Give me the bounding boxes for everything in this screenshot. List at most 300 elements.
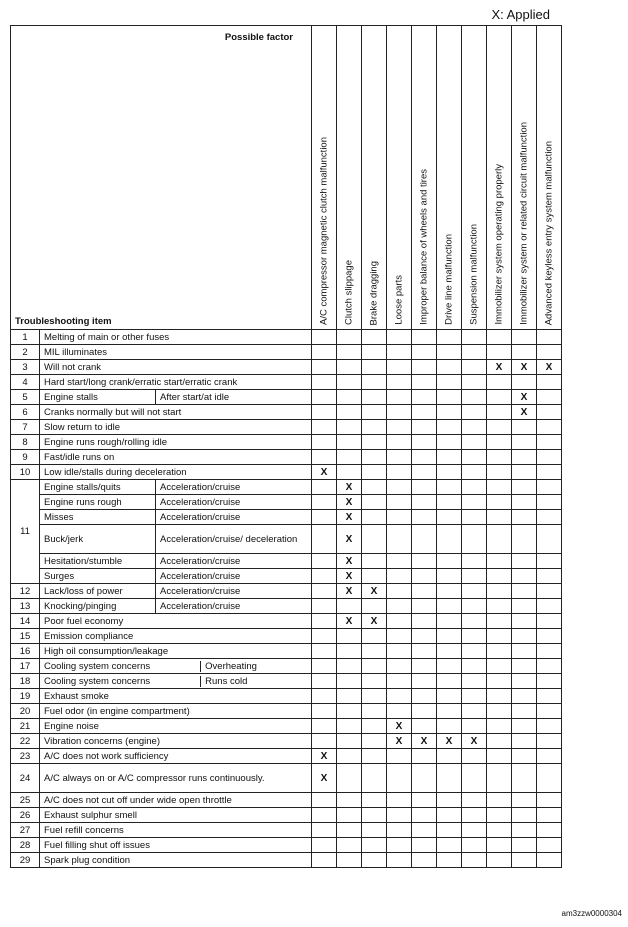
factor-cell bbox=[437, 749, 462, 764]
applied-mark: X bbox=[312, 465, 337, 480]
factor-header-7 bbox=[462, 26, 487, 330]
factor-cell bbox=[337, 659, 362, 674]
factor-cell bbox=[387, 495, 412, 510]
factor-cell bbox=[512, 808, 537, 823]
factor-cell bbox=[437, 808, 462, 823]
factor-cell bbox=[362, 495, 387, 510]
row-number: 21 bbox=[11, 719, 40, 734]
factor-cell bbox=[387, 659, 412, 674]
factor-cell bbox=[362, 360, 387, 375]
table-row bbox=[11, 495, 562, 510]
table-row bbox=[11, 450, 562, 465]
factor-cell bbox=[512, 689, 537, 704]
factor-cell bbox=[337, 674, 362, 689]
table-row bbox=[11, 734, 562, 749]
item-label: Engine stalls/quits bbox=[40, 480, 156, 495]
factor-cell bbox=[387, 838, 412, 853]
factor-cell bbox=[387, 569, 412, 584]
factor-cell bbox=[512, 719, 537, 734]
factor-cell bbox=[362, 510, 387, 525]
factor-cell bbox=[512, 495, 537, 510]
table-row bbox=[11, 853, 562, 868]
row-number: 15 bbox=[11, 629, 40, 644]
factor-cell bbox=[487, 405, 512, 420]
row-number: 4 bbox=[11, 375, 40, 390]
factor-cell bbox=[312, 405, 337, 420]
row-number: 5 bbox=[11, 390, 40, 405]
factor-cell bbox=[462, 390, 487, 405]
table-row bbox=[11, 569, 562, 584]
factor-cell bbox=[337, 405, 362, 420]
factor-cell bbox=[512, 525, 537, 554]
factor-cell bbox=[362, 719, 387, 734]
factor-cell bbox=[537, 480, 562, 495]
row-number: 13 bbox=[11, 599, 40, 614]
factor-cell bbox=[387, 823, 412, 838]
factor-cell bbox=[412, 584, 437, 599]
factor-cell bbox=[437, 629, 462, 644]
applied-mark: X bbox=[337, 510, 362, 525]
applied-mark: X bbox=[337, 495, 362, 510]
factor-cell bbox=[412, 674, 437, 689]
factor-cell bbox=[537, 510, 562, 525]
factor-cell bbox=[512, 569, 537, 584]
factor-cell bbox=[387, 510, 412, 525]
factor-cell bbox=[487, 345, 512, 360]
factor-cell bbox=[437, 405, 462, 420]
row-number: 28 bbox=[11, 838, 40, 853]
applied-mark: X bbox=[537, 360, 562, 375]
factor-cell bbox=[512, 749, 537, 764]
factor-cell bbox=[512, 375, 537, 390]
item-cell bbox=[40, 614, 312, 629]
factor-cell bbox=[312, 450, 337, 465]
factor-cell bbox=[537, 749, 562, 764]
factor-cell bbox=[487, 644, 512, 659]
item-label: Fuel odor (in engine compartment) bbox=[44, 705, 190, 717]
factor-cell bbox=[537, 450, 562, 465]
factor-cell bbox=[312, 704, 337, 719]
factor-header-5 bbox=[412, 26, 437, 330]
factor-cell bbox=[362, 465, 387, 480]
factor-cell bbox=[362, 674, 387, 689]
factor-cell bbox=[337, 629, 362, 644]
factor-cell bbox=[512, 330, 537, 345]
factor-cell bbox=[312, 599, 337, 614]
item-label: High oil consumption/leakage bbox=[44, 645, 169, 657]
factor-cell bbox=[312, 734, 337, 749]
factor-cell bbox=[437, 420, 462, 435]
factor-cell bbox=[337, 360, 362, 375]
factor-cell bbox=[487, 749, 512, 764]
factor-cell bbox=[437, 644, 462, 659]
item-cell bbox=[40, 838, 312, 853]
factor-label: Brake dragging bbox=[368, 260, 380, 325]
factor-label: Immobilizer system or related circuit malfunction bbox=[518, 122, 530, 325]
item-cell bbox=[40, 435, 312, 450]
applied-mark: X bbox=[512, 405, 537, 420]
factor-cell bbox=[437, 584, 462, 599]
condition-label: After start/at idle bbox=[156, 390, 312, 405]
factor-label: Drive line malfunction bbox=[443, 234, 455, 325]
factor-cell bbox=[537, 629, 562, 644]
table-row bbox=[11, 360, 562, 375]
table-row bbox=[11, 599, 562, 614]
item-cell bbox=[40, 644, 312, 659]
factor-cell bbox=[437, 330, 462, 345]
factor-cell bbox=[412, 853, 437, 868]
item-label: Poor fuel economy bbox=[44, 615, 124, 627]
item-label: Engine runs rough bbox=[40, 495, 156, 510]
factor-cell bbox=[437, 823, 462, 838]
factor-cell bbox=[487, 689, 512, 704]
factor-cell bbox=[412, 644, 437, 659]
condition-label: Acceleration/cruise bbox=[156, 495, 312, 510]
factor-cell bbox=[362, 838, 387, 853]
factor-cell bbox=[437, 674, 462, 689]
factor-cell bbox=[337, 808, 362, 823]
factor-cell bbox=[512, 584, 537, 599]
factor-cell bbox=[412, 629, 437, 644]
table-row bbox=[11, 764, 562, 793]
factor-cell bbox=[487, 465, 512, 480]
factor-cell bbox=[387, 599, 412, 614]
factor-cell bbox=[462, 659, 487, 674]
factor-cell bbox=[337, 689, 362, 704]
factor-cell bbox=[437, 719, 462, 734]
factor-cell bbox=[487, 719, 512, 734]
factor-cell bbox=[312, 360, 337, 375]
table-row bbox=[11, 435, 562, 450]
factor-cell bbox=[337, 749, 362, 764]
table-row bbox=[11, 510, 562, 525]
item-cell bbox=[40, 689, 312, 704]
factor-cell bbox=[312, 853, 337, 868]
factor-label: Clutch slippage bbox=[343, 260, 355, 325]
factor-header-6 bbox=[437, 26, 462, 330]
item-label: Engine stalls bbox=[40, 390, 156, 405]
factor-cell bbox=[462, 375, 487, 390]
factor-cell bbox=[387, 360, 412, 375]
factor-cell bbox=[312, 584, 337, 599]
factor-cell bbox=[537, 793, 562, 808]
factor-cell bbox=[312, 525, 337, 554]
factor-cell bbox=[337, 599, 362, 614]
factor-cell bbox=[312, 719, 337, 734]
factor-cell bbox=[337, 390, 362, 405]
factor-cell bbox=[387, 435, 412, 450]
factor-cell bbox=[362, 644, 387, 659]
item-cell bbox=[40, 465, 312, 480]
factor-cell bbox=[362, 330, 387, 345]
factor-cell bbox=[387, 480, 412, 495]
item-cell bbox=[40, 764, 312, 793]
table-row bbox=[11, 584, 562, 599]
item-cell bbox=[40, 704, 312, 719]
condition-label: Acceleration/cruise bbox=[156, 480, 312, 495]
item-cell bbox=[40, 345, 312, 360]
factor-cell bbox=[487, 569, 512, 584]
factor-cell bbox=[312, 629, 337, 644]
table-row bbox=[11, 838, 562, 853]
item-cell bbox=[40, 629, 312, 644]
factor-cell bbox=[412, 450, 437, 465]
factor-cell bbox=[537, 554, 562, 569]
item-label: Fuel filling shut off issues bbox=[44, 839, 150, 851]
item-label: Knocking/pinging bbox=[40, 599, 156, 614]
factor-cell bbox=[362, 823, 387, 838]
factor-cell bbox=[312, 808, 337, 823]
factor-cell bbox=[462, 674, 487, 689]
header-corner bbox=[11, 26, 312, 330]
factor-cell bbox=[437, 554, 462, 569]
factor-cell bbox=[512, 510, 537, 525]
factor-cell bbox=[412, 599, 437, 614]
factor-cell bbox=[437, 465, 462, 480]
factor-cell bbox=[537, 584, 562, 599]
factor-cell bbox=[337, 853, 362, 868]
factor-cell bbox=[537, 689, 562, 704]
table-row bbox=[11, 465, 562, 480]
factor-cell bbox=[337, 793, 362, 808]
factor-cell bbox=[362, 689, 387, 704]
applied-mark: X bbox=[337, 584, 362, 599]
table-row bbox=[11, 674, 562, 689]
factor-cell bbox=[387, 420, 412, 435]
factor-cell bbox=[362, 569, 387, 584]
factor-label: Improper balance of wheels and tires bbox=[418, 169, 430, 325]
factor-cell bbox=[387, 629, 412, 644]
row-number: 3 bbox=[11, 360, 40, 375]
factor-cell bbox=[362, 629, 387, 644]
factor-cell bbox=[312, 495, 337, 510]
row-number: 16 bbox=[11, 644, 40, 659]
troubleshooting-item-label: Troubleshooting item bbox=[15, 316, 112, 327]
factor-cell bbox=[512, 674, 537, 689]
factor-cell bbox=[487, 808, 512, 823]
factor-cell bbox=[312, 644, 337, 659]
item-cell bbox=[40, 853, 312, 868]
applied-mark: X bbox=[462, 734, 487, 749]
factor-label: Suspension malfunction bbox=[468, 224, 480, 325]
item-label: A/C always on or A/C compressor runs continuously. bbox=[44, 772, 265, 784]
factor-cell bbox=[312, 793, 337, 808]
factor-cell bbox=[387, 345, 412, 360]
item-label: Vibration concerns (engine) bbox=[44, 735, 161, 747]
factor-cell bbox=[312, 659, 337, 674]
applied-mark: X bbox=[337, 554, 362, 569]
factor-cell bbox=[362, 659, 387, 674]
factor-cell bbox=[512, 420, 537, 435]
table-row bbox=[11, 689, 562, 704]
table-row bbox=[11, 345, 562, 360]
factor-cell bbox=[512, 659, 537, 674]
factor-cell bbox=[462, 405, 487, 420]
item-label: Engine runs rough/rolling idle bbox=[44, 436, 168, 448]
header-row bbox=[11, 26, 562, 330]
factor-cell bbox=[512, 465, 537, 480]
factor-cell bbox=[462, 644, 487, 659]
factor-cell bbox=[487, 704, 512, 719]
factor-cell bbox=[537, 569, 562, 584]
factor-cell bbox=[537, 495, 562, 510]
row-number: 7 bbox=[11, 420, 40, 435]
item-label: Cooling system concerns bbox=[44, 675, 151, 687]
factor-cell bbox=[337, 345, 362, 360]
factor-cell bbox=[437, 450, 462, 465]
factor-cell bbox=[387, 674, 412, 689]
factor-cell bbox=[312, 345, 337, 360]
table-row bbox=[11, 405, 562, 420]
item-cell bbox=[40, 823, 312, 838]
factor-cell bbox=[312, 330, 337, 345]
row-number: 22 bbox=[11, 734, 40, 749]
factor-cell bbox=[437, 345, 462, 360]
row-number: 29 bbox=[11, 853, 40, 868]
row-number: 9 bbox=[11, 450, 40, 465]
factor-cell bbox=[412, 659, 437, 674]
factor-cell bbox=[312, 838, 337, 853]
factor-cell bbox=[412, 569, 437, 584]
row-number: 25 bbox=[11, 793, 40, 808]
factor-cell bbox=[487, 853, 512, 868]
possible-factor-label: Possible factor bbox=[224, 32, 293, 43]
factor-cell bbox=[362, 525, 387, 554]
factor-cell bbox=[412, 435, 437, 450]
factor-cell bbox=[512, 704, 537, 719]
factor-cell bbox=[487, 599, 512, 614]
row-number: 17 bbox=[11, 659, 40, 674]
factor-cell bbox=[437, 480, 462, 495]
factor-cell bbox=[412, 420, 437, 435]
factor-header-8 bbox=[487, 26, 512, 330]
factor-header-1 bbox=[312, 26, 337, 330]
applied-mark: X bbox=[337, 614, 362, 629]
item-label: Engine noise bbox=[44, 720, 99, 732]
factor-cell bbox=[462, 569, 487, 584]
factor-cell bbox=[487, 510, 512, 525]
factor-cell bbox=[362, 435, 387, 450]
factor-cell bbox=[437, 689, 462, 704]
factor-cell bbox=[337, 734, 362, 749]
factor-cell bbox=[537, 465, 562, 480]
factor-cell bbox=[312, 614, 337, 629]
applied-mark: X bbox=[337, 525, 362, 554]
item-label: A/C does not cut off under wide open throttle bbox=[44, 794, 232, 806]
factor-cell bbox=[512, 599, 537, 614]
factor-cell bbox=[387, 764, 412, 793]
factor-cell bbox=[537, 764, 562, 793]
factor-cell bbox=[387, 749, 412, 764]
factor-cell bbox=[337, 838, 362, 853]
factor-cell bbox=[462, 330, 487, 345]
table-row bbox=[11, 525, 562, 554]
table-row bbox=[11, 390, 562, 405]
factor-cell bbox=[462, 420, 487, 435]
factor-cell bbox=[412, 375, 437, 390]
applied-mark: X bbox=[337, 569, 362, 584]
condition-label: Acceleration/cruise/ deceleration bbox=[156, 525, 312, 554]
row-number: 20 bbox=[11, 704, 40, 719]
applied-mark: X bbox=[312, 764, 337, 793]
factor-label: Immobilizer system operating properly bbox=[493, 164, 505, 325]
row-number: 1 bbox=[11, 330, 40, 345]
factor-cell bbox=[512, 793, 537, 808]
factor-cell bbox=[387, 689, 412, 704]
factor-cell bbox=[512, 614, 537, 629]
factor-cell bbox=[337, 823, 362, 838]
factor-cell bbox=[462, 629, 487, 644]
factor-cell bbox=[487, 390, 512, 405]
table-row bbox=[11, 808, 562, 823]
factor-cell bbox=[537, 390, 562, 405]
item-label: Surges bbox=[40, 569, 156, 584]
factor-cell bbox=[312, 390, 337, 405]
item-label: Cooling system concerns bbox=[44, 660, 151, 672]
row-number: 12 bbox=[11, 584, 40, 599]
factor-label: A/C compressor magnetic clutch malfunction bbox=[318, 137, 330, 325]
factor-cell bbox=[337, 644, 362, 659]
factor-cell bbox=[437, 510, 462, 525]
table-row bbox=[11, 330, 562, 345]
factor-cell bbox=[537, 345, 562, 360]
factor-cell bbox=[387, 853, 412, 868]
factor-cell bbox=[537, 659, 562, 674]
factor-cell bbox=[512, 853, 537, 868]
factor-cell bbox=[437, 390, 462, 405]
factor-label: Advanced keyless entry system malfunction bbox=[543, 140, 555, 325]
factor-cell bbox=[312, 420, 337, 435]
factor-cell bbox=[462, 614, 487, 629]
applied-mark: X bbox=[362, 614, 387, 629]
factor-cell bbox=[462, 450, 487, 465]
factor-cell bbox=[512, 480, 537, 495]
item-label: Spark plug condition bbox=[44, 854, 131, 866]
factor-cell bbox=[412, 390, 437, 405]
row-number: 19 bbox=[11, 689, 40, 704]
row-number: 18 bbox=[11, 674, 40, 689]
factor-cell bbox=[362, 480, 387, 495]
factor-cell bbox=[487, 495, 512, 510]
factor-cell bbox=[462, 480, 487, 495]
factor-cell bbox=[462, 719, 487, 734]
table-row bbox=[11, 719, 562, 734]
factor-cell bbox=[412, 360, 437, 375]
item-label: Emission compliance bbox=[44, 630, 134, 642]
factor-cell bbox=[512, 838, 537, 853]
table-row bbox=[11, 480, 562, 495]
item-label: Low idle/stalls during deceleration bbox=[44, 466, 187, 478]
factor-cell bbox=[412, 345, 437, 360]
item-label: Exhaust smoke bbox=[44, 690, 109, 702]
factor-cell bbox=[412, 465, 437, 480]
factor-cell bbox=[412, 704, 437, 719]
factor-cell bbox=[312, 554, 337, 569]
table-row bbox=[11, 823, 562, 838]
factor-cell bbox=[487, 480, 512, 495]
factor-cell bbox=[437, 569, 462, 584]
factor-header-3 bbox=[362, 26, 387, 330]
troubleshooting-matrix bbox=[10, 25, 562, 868]
factor-cell bbox=[462, 749, 487, 764]
item-cell bbox=[40, 719, 312, 734]
factor-cell bbox=[512, 629, 537, 644]
factor-cell bbox=[387, 614, 412, 629]
factor-cell bbox=[437, 659, 462, 674]
applied-mark: X bbox=[487, 360, 512, 375]
factor-cell bbox=[387, 450, 412, 465]
factor-cell bbox=[362, 554, 387, 569]
